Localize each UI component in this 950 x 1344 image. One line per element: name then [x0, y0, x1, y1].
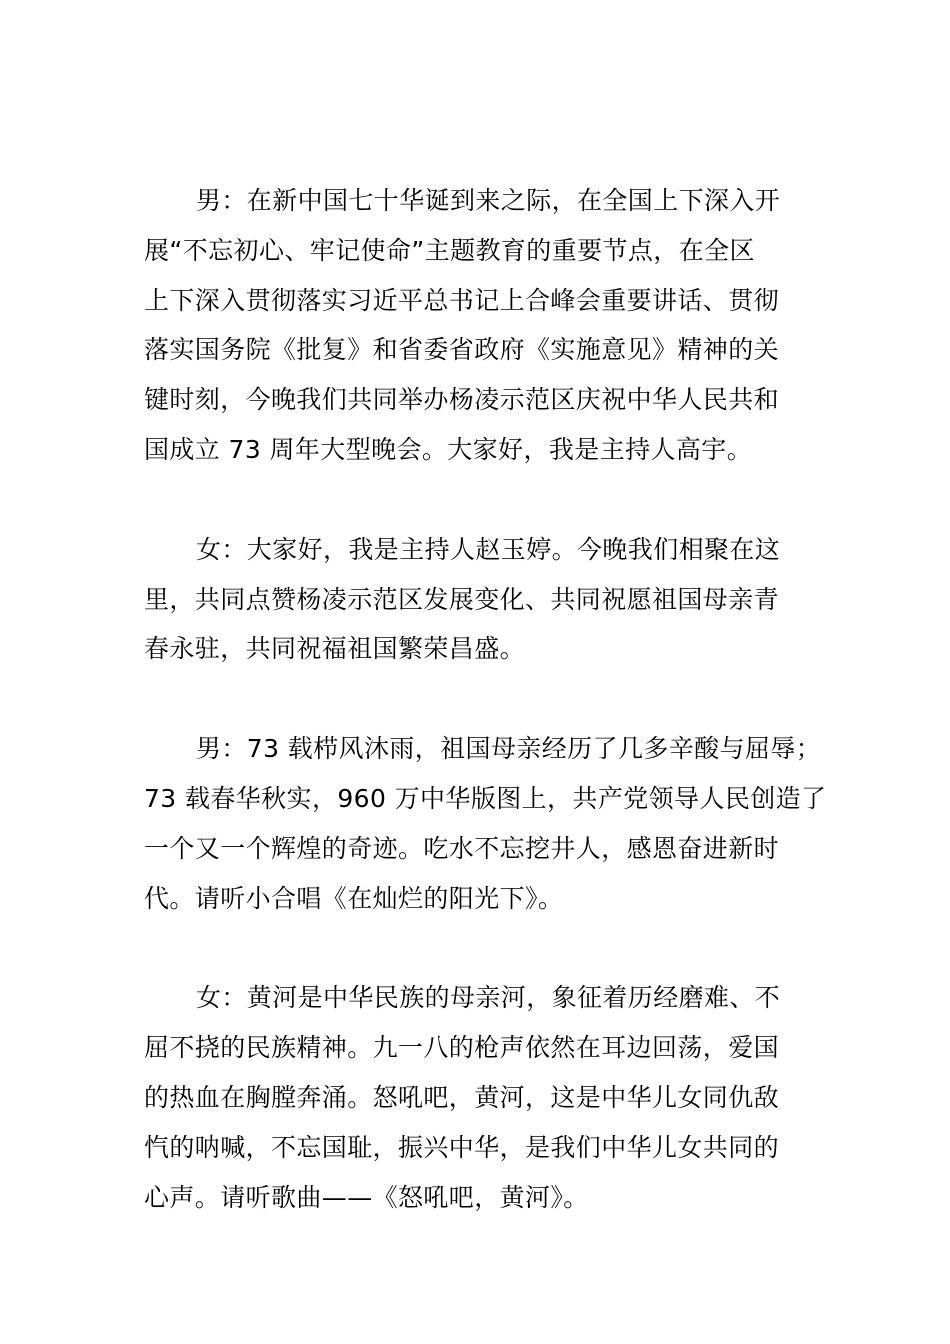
document-body — [144, 176, 827, 1272]
text-line: 忾的呐喊，不忘国耻，振兴中华，是我们中华儿女共同的 — [144, 1132, 780, 1162]
paragraph-male-host-intro-song — [144, 724, 827, 923]
text-line: 女：黄河是中华民族的母亲河，象征着历经磨难、不 — [196, 983, 781, 1013]
paragraph-female-host-yellow-river — [144, 973, 814, 1222]
text-line: 代。请听小合唱《在灿烂的阳光下》。 — [144, 883, 564, 913]
text-line: 键时刻，今晚我们共同举办杨凌示范区庆祝中华人民共和 — [144, 385, 780, 415]
text-line: 男：在新中国七十华诞到来之际，在全国上下深入开 — [196, 186, 781, 215]
text-line: 春永驻，共同祝福祖国繁荣昌盛。 — [144, 634, 526, 664]
text-line: 女：大家好，我是主持人赵玉婷。今晚我们相聚在这 — [196, 534, 781, 564]
text-line: 里，共同点赞杨凌示范区发展变化、共同祝愿祖国母亲青 — [144, 584, 780, 614]
text-line: 的热血在胸膛奔涌。怒吼吧，黄河，这是中华儿女同仇敌 — [144, 1082, 780, 1112]
text-line: 上下深入贯彻落实习近平总书记上合峰会重要讲话、贯彻 — [144, 285, 780, 315]
text-line: 男：73 载栉风沐雨，祖国母亲经历了几多辛酸与屈辱； — [196, 734, 822, 764]
text-line: 心声。请听歌曲——《怒吼吧，黄河》。 — [144, 1182, 589, 1212]
text-line: 落实国务院《批复》和省委省政府《实施意见》精神的关 — [144, 335, 780, 365]
text-line: 国成立 73 周年大型晚会。大家好，我是主持人高宇。 — [144, 434, 753, 464]
paragraph-male-host-opening — [144, 176, 814, 475]
text-line: 一个又一个辉煌的奇迹。吃水不忘挖井人，感恩奋进新时 — [144, 833, 780, 863]
text-line: 屈不挠的民族精神。九一八的枪声依然在耳边回荡，爱国 — [144, 1033, 780, 1063]
text-line: 展“不忘初心、牢记使命”主题教育的重要节点，在全区 — [144, 235, 755, 265]
paragraph-female-host-greeting — [144, 525, 814, 674]
text-line: 73 载春华秋实，960 万中华版图上，共产党领导人民创造了 — [144, 783, 827, 813]
